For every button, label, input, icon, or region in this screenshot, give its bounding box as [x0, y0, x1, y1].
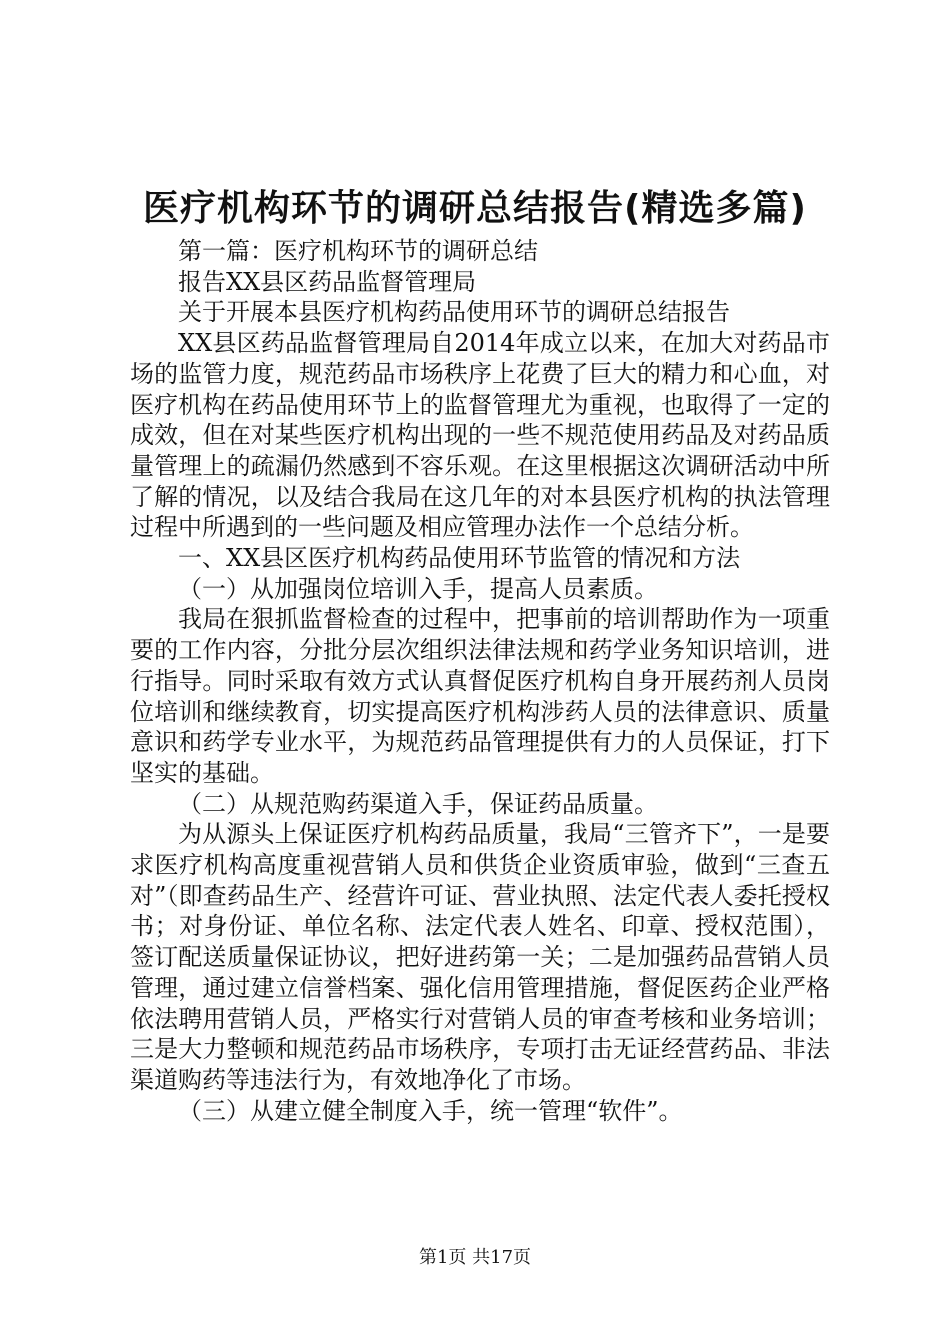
page-number-footer: 第1页 共17页 [418, 1247, 532, 1268]
section-heading-1: 一、XX县区医疗机构药品使用环节监管的情况和方法 [178, 544, 741, 573]
subsection-heading-1: （一）从加强岗位培训入手，提高人员素质。 [178, 574, 658, 603]
subsection-heading-2: （二）从规范购药渠道入手，保证药品质量。 [178, 789, 658, 818]
subsection-heading-3: （三）从建立健全制度入手，统一管理“软件”。 [178, 1096, 683, 1125]
report-issuer-line: 报告XX县区药品监督管理局 [178, 267, 477, 296]
training-paragraph: 我局在狠抓监督检查的过程中，把事前的培训帮助作为一项重要的工作内容，分批分层次组织法律法规和药学业务知识培训，进行指导。同时采取有效方式认真督促医疗机构自身开展药剂人员岗位培训和继续教育，切实提高医疗机构涉药人员的法律意识、质量意识和药学专业水平，为规范药品管理提供有力的人员保证，打下坚实的基础。 [130, 605, 830, 787]
report-subtitle-line: 关于开展本县医疗机构药品使用环节的调研总结报告 [178, 298, 730, 327]
intro-paragraph: XX县区药品监督管理局自2014年成立以来，在加大对药品市场的监管力度，规范药品市场秩序上花费了巨大的精力和心血，对医疗机构在药品使用环节上的监督管理尤为重视，也取得了一定的成效，但在对某些医疗机构出现的一些不规范使用药品及对药品质量管理上的疏漏仍然感到不容乐观。在这里根据这次调研活动中所了解的情况，以及结合我局在这几年的对本县医疗机构的执法管理过程中所遇到的一些问题及相应管理办法作一个总结分析。 [130, 329, 830, 542]
purchase-channel-paragraph: 为从源头上保证医疗机构药品质量，我局“三管齐下”，一是要求医疗机构高度重视营销人员和供货企业资质审验，做到“三查五对”（即查药品生产、经营许可证、营业执照、法定代表人委托授权书；对身份证、单位名称、法定代表人姓名、印章、授权范围），签订配送质量保证协议，把好进药第一关；二是加强药品营销人员管理，通过建立信誉档案、强化信用管理措施，督促医药企业严格依法聘用营销人员，严格实行对营销人员的审查考核和业务培训；三是大力整顿和规范药品市场秩序，专项打击无证经营药品、非法渠道购药等违法行为，有效地净化了市场。 [130, 820, 830, 1094]
document-title: 医疗机构环节的调研总结报告(精选多篇) [143, 188, 807, 229]
document-body [130, 236, 830, 1126]
section-heading-line: 第一篇：医疗机构环节的调研总结 [178, 237, 538, 265]
